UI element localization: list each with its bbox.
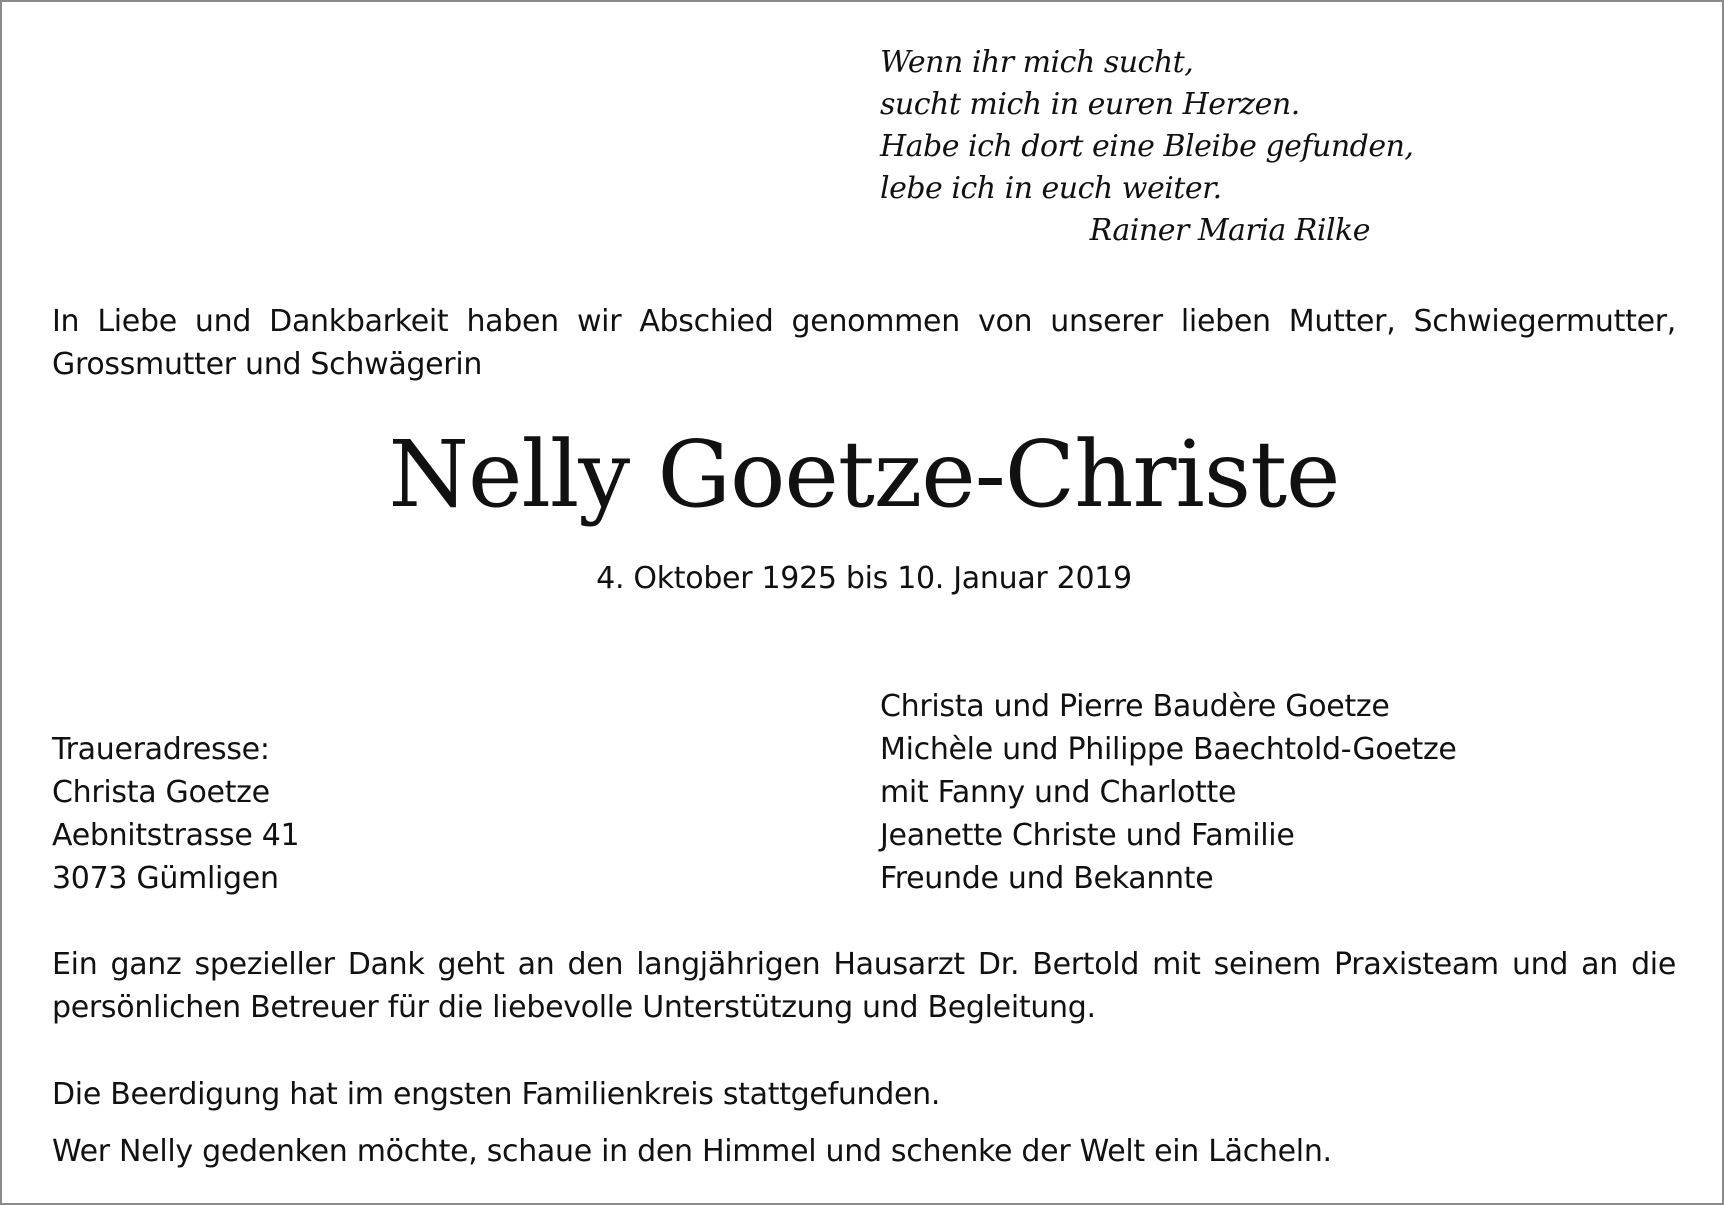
rilke-quote bbox=[880, 42, 1414, 252]
thanks-paragraph: Ein ganz spezieller Dank geht an den langjährigen Hausarzt Dr. Bertold mit seinem Praxisteam und an die persönlichen Betreuer für die liebevolle Unterstützung und Begleitung. bbox=[52, 947, 1676, 1025]
mourner-line: mit Fanny und Charlotte bbox=[880, 775, 1237, 810]
address-name: Christa Goetze bbox=[52, 775, 270, 810]
mourner-line: Christa und Pierre Baudère Goetze bbox=[880, 689, 1390, 724]
quote-author: Rainer Maria Rilke bbox=[1089, 213, 1370, 248]
quote-line: Wenn ihr mich sucht, bbox=[880, 45, 1194, 80]
intro-paragraph: In Liebe und Dankbarkeit haben wir Abschied genommen von unserer lieben Mutter, Schwiegermutter, Grossmutter und Schwägerin bbox=[52, 304, 1676, 382]
mourners-list bbox=[880, 685, 1457, 900]
quote-line: sucht mich in euren Herzen. bbox=[880, 87, 1300, 122]
mourner-line: Michèle und Philippe Baechtold-Goetze bbox=[880, 732, 1457, 767]
address-city: 3073 Gümligen bbox=[52, 861, 279, 896]
mourning-address bbox=[52, 728, 299, 900]
mourner-line: Jeanette Christe und Familie bbox=[880, 818, 1295, 853]
address-label: Traueradresse: bbox=[52, 732, 270, 767]
remembrance-note: Wer Nelly gedenken möchte, schaue in den Himmel und schenke der Welt ein Lächeln. bbox=[52, 1134, 1332, 1169]
life-dates: 4. Oktober 1925 bis 10. Januar 2019 bbox=[596, 561, 1132, 596]
address-street: Aebnitstrasse 41 bbox=[52, 818, 300, 853]
quote-line: lebe ich in euch weiter. bbox=[880, 171, 1222, 206]
mourner-line: Freunde und Bekannte bbox=[880, 861, 1214, 896]
quote-line: Habe ich dort eine Bleibe gefunden, bbox=[880, 129, 1414, 164]
burial-note: Die Beerdigung hat im engsten Familienkreis stattgefunden. bbox=[52, 1077, 941, 1112]
deceased-name: Nelly Goetze-Christe bbox=[388, 421, 1340, 528]
